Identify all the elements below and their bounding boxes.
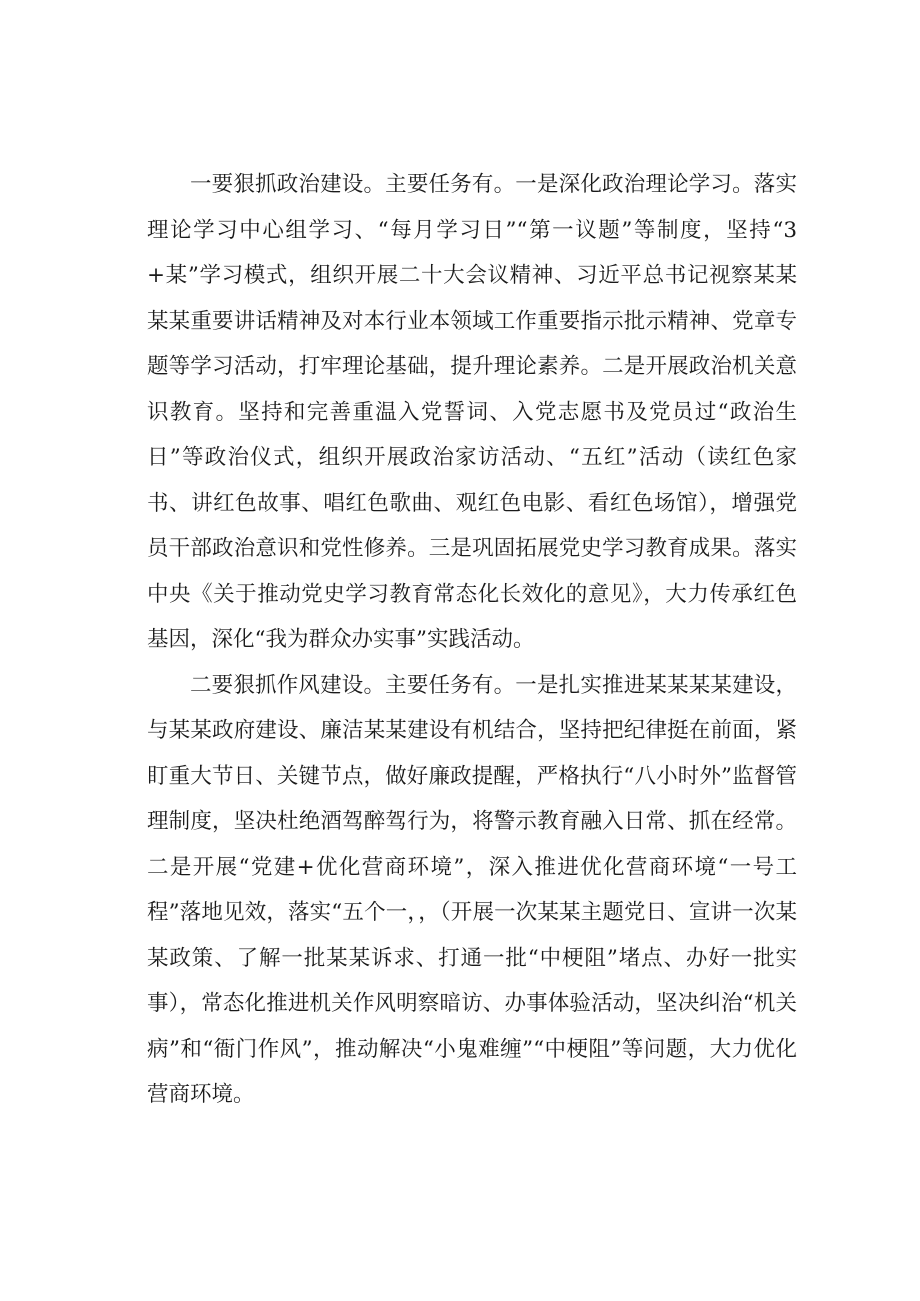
paragraph-political-building: 一要狠抓政治建设。主要任务有。一是深化政治理论学习。落实理论学习中心组学习、“每月学习日”“第一议题”等制度，坚持“3+某”学习模式，组织开展二十大会议精神、习近平总书记视察某某某某重要讲话精神及对本行业本领域工作重要指示批示精神、党章专题等学习活动，打牢理论基础，提升理论素养。二是开展政治机关意识教育。坚持和完善重温入党誓词、入党志愿书及党员过“政治生日”等政治仪式，组织开展政治家访活动、“五红”活动（读红色家书、讲红色故事、唱红色歌曲、观红色电影、看红色场馆），增强党员干部政治意识和党性修养。三是巩固拓展党史学习教育成果。落实中央《关于推动党史学习教育常态化长效化的意见》，大力传承红色基因，深化“我为群众办实事”实践活动。: [147, 172, 797, 652]
document-body: [147, 162, 797, 1118]
paragraph-style-building: 二要狠抓作风建设。主要任务有。一是扎实推进某某某某建设，与某某政府建设、廉洁某某建设有机结合，坚持把纪律挺在前面，紧盯重大节日、关键节点，做好廉政提醒，严格执行“八小时外”监督管理制度，坚决杜绝酒驾醉驾行为，将警示教育融入日常、抓在经常。二是开展“党建+优化营商环境”，深入推进优化营商环境“一号工程”落地见效，落实“五个一，，（开展一次某某主题党日、宣讲一次某某政策、了解一批某某诉求、打通一批“中梗阻”堵点、办好一批实事），常态化推进机关作风明察暗访、办事体验活动，坚决纠治“机关病”和“衙门作风”，推动解决“小鬼难缠”“中梗阻”等问题，大力优化营商环境。: [147, 672, 797, 1107]
